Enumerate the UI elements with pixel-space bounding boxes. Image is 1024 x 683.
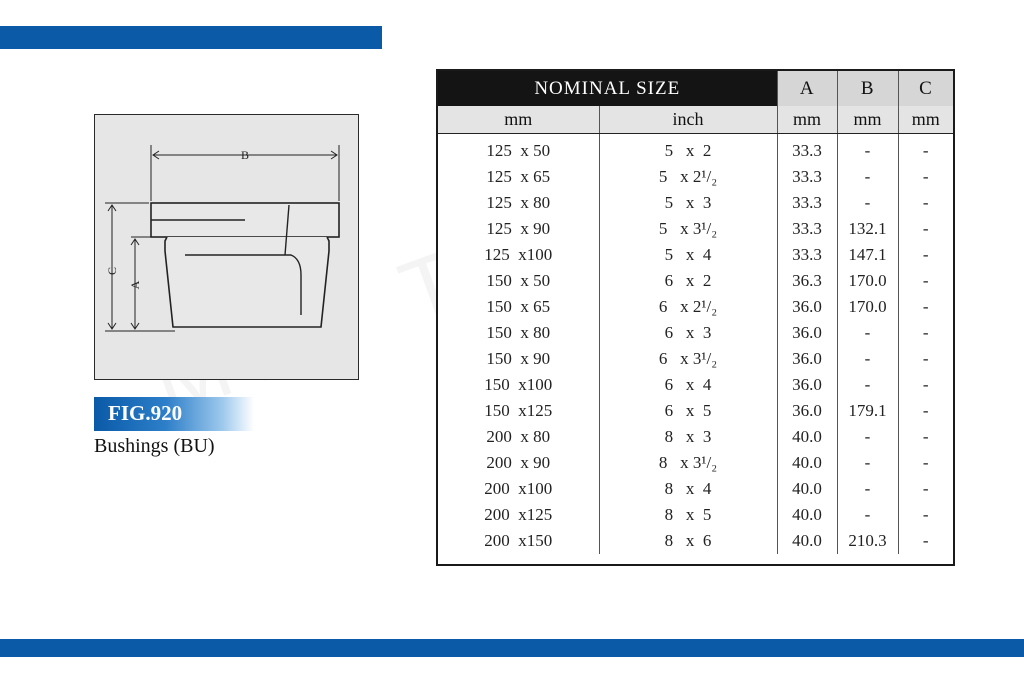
- table-cell-c: -: [898, 294, 953, 320]
- table-cell-b: 179.1: [837, 398, 898, 424]
- table-cell-c: -: [898, 216, 953, 242]
- table-row: [438, 242, 953, 268]
- table-cell-c: -: [898, 424, 953, 450]
- table-row: [438, 502, 953, 528]
- table-cell-c: -: [898, 450, 953, 476]
- table-cell-b: -: [837, 164, 898, 190]
- table-row: [438, 476, 953, 502]
- table-row: [438, 164, 953, 190]
- unit-inch: inch: [599, 106, 777, 134]
- dim-b-label: B: [240, 148, 250, 162]
- unit-a: mm: [777, 106, 837, 134]
- bushing-drawing: [94, 114, 359, 380]
- table-cell-b: 147.1: [837, 242, 898, 268]
- table-cell-c: -: [898, 242, 953, 268]
- figure-caption: Bushings (BU): [94, 435, 215, 457]
- table-header-row: [438, 71, 953, 106]
- table-cell-mm: 125 x 65: [486, 167, 551, 186]
- table-cell-c: -: [898, 528, 953, 554]
- table-cell-mm: 150 x125: [484, 401, 553, 420]
- table-cell-mm: 125 x 50: [486, 141, 551, 160]
- table-cell-inch: 8 x 4: [599, 476, 777, 502]
- figure-label: FIG.920: [108, 401, 183, 425]
- header-c: C: [898, 71, 953, 106]
- size-table-container: [436, 69, 955, 566]
- table-cell-c: -: [898, 346, 953, 372]
- table-cell-b: 132.1: [837, 216, 898, 242]
- dim-c-label: C: [105, 266, 119, 276]
- table-row: [438, 372, 953, 398]
- table-cell-mm: 125 x 90: [486, 219, 551, 238]
- table-cell-c: -: [898, 268, 953, 294]
- header-b: B: [837, 71, 898, 106]
- size-table: [438, 71, 953, 554]
- table-cell-a: 36.0: [777, 294, 837, 320]
- unit-b: mm: [837, 106, 898, 134]
- bushing-body: [165, 237, 329, 327]
- table-cell-c: -: [898, 190, 953, 216]
- table-cell-inch: 6 x 3: [599, 320, 777, 346]
- table-cell-c: -: [898, 372, 953, 398]
- table-row: [438, 190, 953, 216]
- table-cell-inch: 8 x 3¹/₂: [599, 450, 777, 476]
- table-cell-mm: 150 x 65: [486, 297, 551, 316]
- table-cell-mm: 200 x 90: [486, 453, 551, 472]
- table-cell-c: -: [898, 320, 953, 346]
- table-cell-b: 170.0: [837, 294, 898, 320]
- table-row: [438, 216, 953, 242]
- table-cell-c: -: [898, 398, 953, 424]
- table-cell-a: 33.3: [777, 190, 837, 216]
- unit-c: mm: [898, 106, 953, 134]
- table-cell-b: -: [837, 346, 898, 372]
- table-cell-inch: 8 x 5: [599, 502, 777, 528]
- dim-a-label: A: [128, 280, 142, 290]
- figure-label-badge: [94, 397, 254, 431]
- table-cell-b: 210.3: [837, 528, 898, 554]
- table-cell-inch: 5 x 2¹/₂: [599, 164, 777, 190]
- table-cell-mm: 150 x 50: [486, 271, 551, 290]
- table-cell-a: 36.0: [777, 372, 837, 398]
- header-a: A: [777, 71, 837, 106]
- table-cell-c: -: [898, 134, 953, 165]
- table-cell-mm: 125 x 80: [486, 193, 551, 212]
- table-cell-c: -: [898, 476, 953, 502]
- table-cell-a: 40.0: [777, 476, 837, 502]
- table-cell-b: -: [837, 502, 898, 528]
- table-row: [438, 528, 953, 554]
- table-cell-inch: 8 x 6: [599, 528, 777, 554]
- table-cell-a: 33.3: [777, 134, 837, 165]
- table-cell-mm: 200 x150: [484, 531, 553, 550]
- table-cell-a: 40.0: [777, 528, 837, 554]
- table-row: [438, 294, 953, 320]
- table-cell-b: -: [837, 372, 898, 398]
- table-cell-a: 40.0: [777, 424, 837, 450]
- bottom-accent-bar: [0, 639, 1024, 657]
- table-cell-a: 36.3: [777, 268, 837, 294]
- table-cell-mm: 125 x100: [484, 245, 553, 264]
- table-cell-mm: 150 x 90: [486, 349, 551, 368]
- table-cell-a: 40.0: [777, 450, 837, 476]
- table-cell-inch: 6 x 5: [599, 398, 777, 424]
- table-cell-a: 40.0: [777, 502, 837, 528]
- table-cell-b: -: [837, 476, 898, 502]
- table-cell-b: 170.0: [837, 268, 898, 294]
- table-cell-inch: 6 x 3¹/₂: [599, 346, 777, 372]
- table-cell-inch: 6 x 2¹/₂: [599, 294, 777, 320]
- table-cell-a: 36.0: [777, 398, 837, 424]
- table-cell-inch: 5 x 2: [599, 134, 777, 165]
- table-cell-inch: 6 x 4: [599, 372, 777, 398]
- table-row: [438, 346, 953, 372]
- table-cell-a: 36.0: [777, 346, 837, 372]
- unit-mm: mm: [438, 106, 599, 134]
- table-cell-mm: 200 x100: [484, 479, 553, 498]
- table-cell-a: 33.3: [777, 216, 837, 242]
- table-cell-a: 33.3: [777, 242, 837, 268]
- table-cell-a: 33.3: [777, 164, 837, 190]
- top-accent-bar: [0, 26, 382, 49]
- table-row: [438, 424, 953, 450]
- table-cell-mm: 150 x 80: [486, 323, 551, 342]
- table-body: [438, 134, 953, 555]
- table-row: [438, 398, 953, 424]
- table-cell-inch: 5 x 3¹/₂: [599, 216, 777, 242]
- table-cell-inch: 8 x 3: [599, 424, 777, 450]
- table-cell-b: -: [837, 134, 898, 165]
- table-cell-inch: 5 x 4: [599, 242, 777, 268]
- table-row: [438, 268, 953, 294]
- table-cell-b: -: [837, 450, 898, 476]
- table-cell-b: -: [837, 190, 898, 216]
- table-units-row: [438, 106, 953, 134]
- table-cell-c: -: [898, 164, 953, 190]
- table-cell-b: -: [837, 424, 898, 450]
- table-cell-a: 36.0: [777, 320, 837, 346]
- table-row: [438, 320, 953, 346]
- table-cell-mm: 150 x100: [484, 375, 553, 394]
- table-row: [438, 450, 953, 476]
- bushing-diagram: [95, 115, 360, 381]
- table-cell-mm: 200 x125: [484, 505, 553, 524]
- table-cell-b: -: [837, 320, 898, 346]
- table-cell-inch: 5 x 3: [599, 190, 777, 216]
- table-row: [438, 134, 953, 165]
- header-nominal-size: NOMINAL SIZE: [438, 71, 777, 106]
- table-cell-mm: 200 x 80: [486, 427, 551, 446]
- table-cell-inch: 6 x 2: [599, 268, 777, 294]
- table-cell-c: -: [898, 502, 953, 528]
